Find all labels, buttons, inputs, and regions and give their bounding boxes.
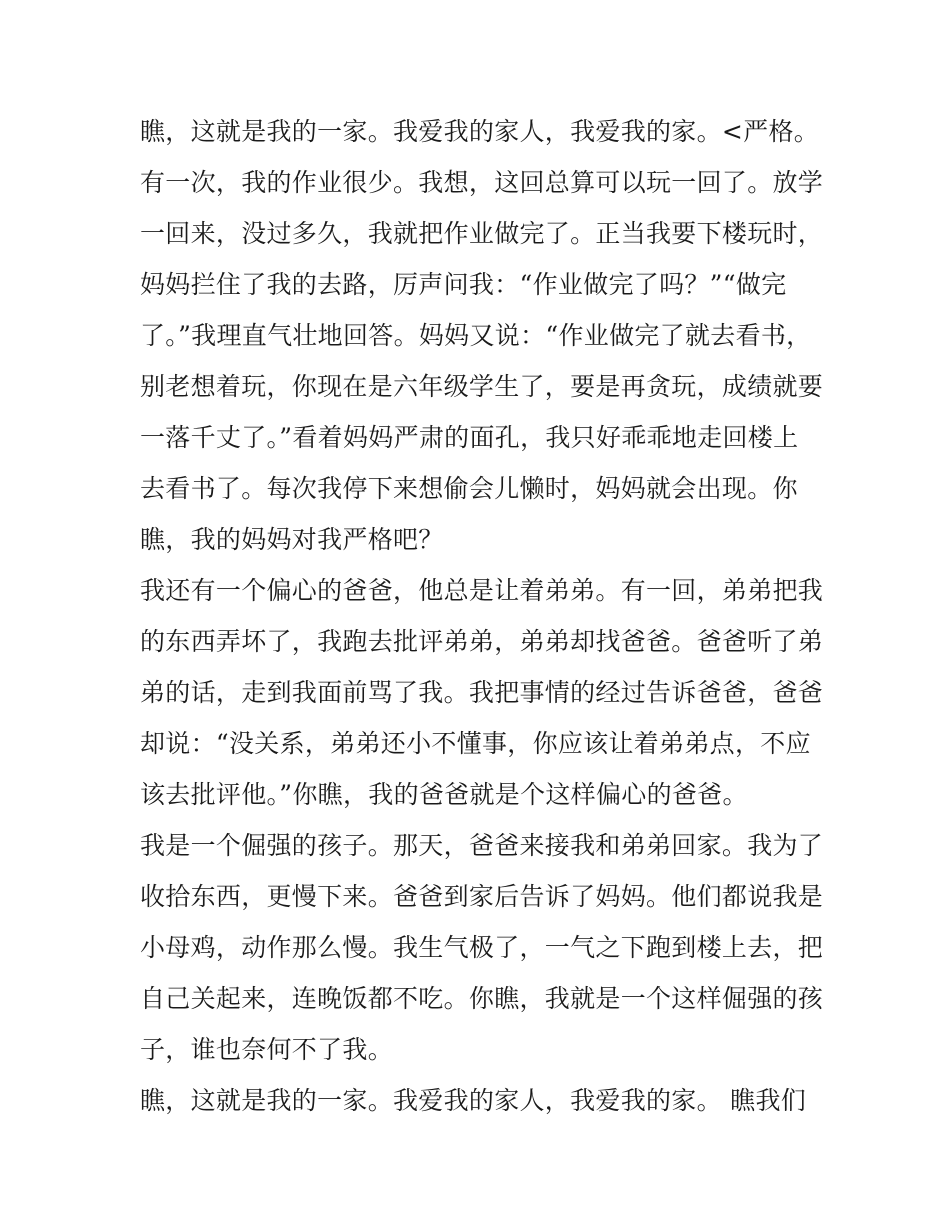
text-line: 我是一个倔强的孩子。那天，爸爸来接我和弟弟回家。我为了 — [140, 831, 824, 860]
text-line: 的东西弄坏了，我跑去批评弟弟，弟弟却找爸爸。爸爸听了弟 — [140, 627, 824, 656]
text-line: 了。”我理直气壮地回答。妈妈又说：“作业做完了就去看书， — [140, 321, 812, 350]
text-line: 瞧，这就是我的一家。我爱我的家人，我爱我的家。 瞧我们 — [140, 1086, 807, 1115]
text-line: 妈妈拦住了我的去路，厉声问我：“作业做完了吗？”“做完 — [140, 270, 787, 299]
text-line: 别老想着玩，你现在是六年级学生了，要是再贪玩，成绩就要 — [140, 372, 824, 401]
text-line: 瞧，这就是我的一家。我爱我的家人，我爱我的家。<严格。 — [140, 117, 820, 146]
text-line: 弟的话，走到我面前骂了我。我把事情的经过告诉爸爸，爸爸 — [140, 678, 824, 707]
text-line: 一落千丈了。”看着妈妈严肃的面孔，我只好乖乖地走回楼上 — [140, 423, 799, 452]
text-line: 一回来，没过多久，我就把作业做完了。正当我要下楼玩时， — [140, 219, 824, 248]
text-line: 收拾东西，更慢下来。爸爸到家后告诉了妈妈。他们都说我是 — [140, 882, 824, 911]
document-body — [140, 106, 824, 1126]
text-line: 子，谁也奈何不了我。 — [140, 1035, 394, 1064]
text-line: 该去批评他。”你瞧，我的爸爸就是个这样偏心的爸爸。 — [140, 780, 748, 809]
text-line: 自己关起来，连晚饭都不吃。你瞧，我就是一个这样倔强的孩 — [140, 984, 824, 1013]
text-line: 小母鸡，动作那么慢。我生气极了，一气之下跑到楼上去，把 — [140, 933, 824, 962]
text-line: 我还有一个偏心的爸爸，他总是让着弟弟。有一回，弟弟把我 — [140, 576, 824, 605]
text-line: 有一次，我的作业很少。我想，这回总算可以玩一回了。放学 — [140, 168, 824, 197]
text-line: 去看书了。每次我停下来想偷会儿懒时，妈妈就会出现。你 — [140, 474, 798, 503]
text-line: 瞧，我的妈妈对我严格吧？ — [140, 525, 444, 554]
text-line: 却说：“没关系，弟弟还小不懂事，你应该让着弟弟点，不应 — [140, 729, 811, 758]
